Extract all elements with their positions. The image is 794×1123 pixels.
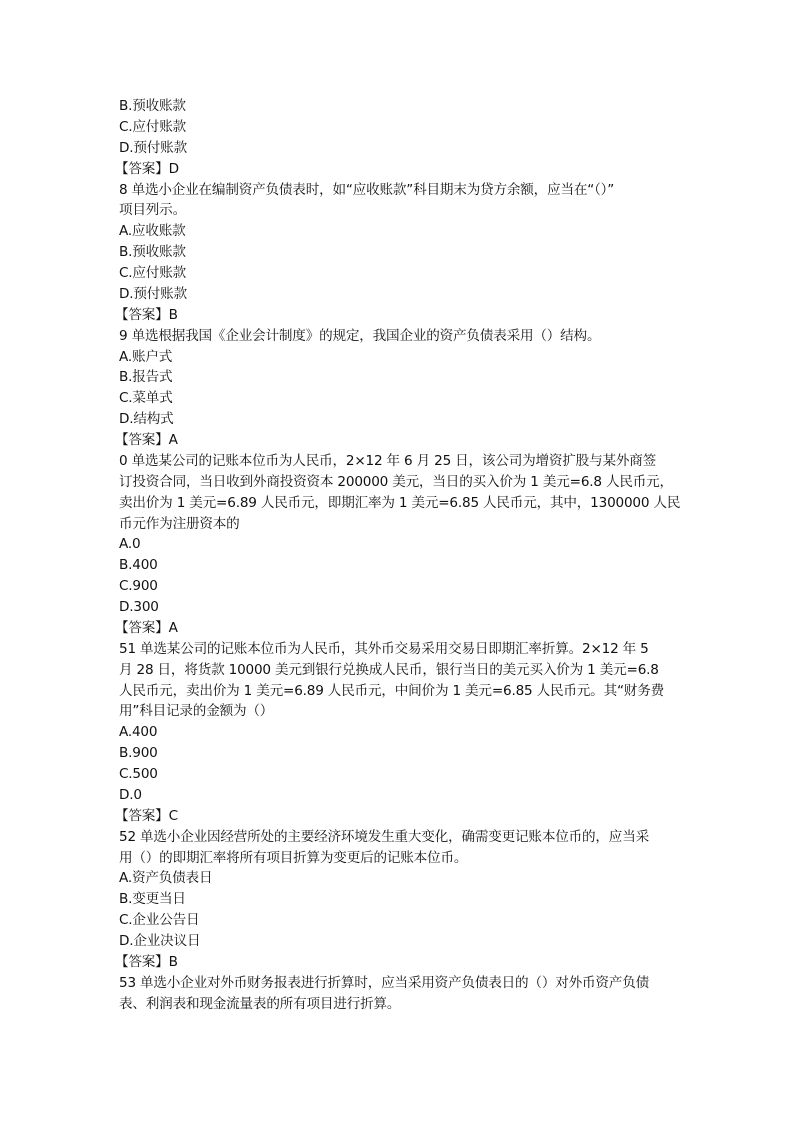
answer-option: D.企业决议日: [119, 933, 201, 949]
question-stem-line: 0 单选某公司的记账本位币为人民币，2×12 年 6 月 25 日，该公司为增资扩股与某外商签: [119, 452, 657, 469]
answer-option: D.预付账款: [119, 285, 187, 302]
answer-option: A.资产负债表日: [119, 870, 213, 887]
answer-option: A.应收账款: [119, 223, 186, 240]
answer-key: 【答案】B: [115, 306, 178, 323]
question-stem-line: 卖出价为 1 美元=6.89 人民币元，即期汇率为 1 美元=6.85 人民币元，其中，1300000 人民: [119, 494, 681, 511]
answer-option: D.0: [119, 786, 142, 803]
question-stem-line: 币元作为注册资本的: [119, 515, 240, 532]
answer-option: B.900: [119, 745, 158, 762]
question-stem-line: 8 单选小企业在编制资产负债表时，如“应收账款”科目期末为贷方余额，应当在“（）”: [119, 181, 615, 198]
document-page: [115, 96, 681, 1015]
answer-option: C.菜单式: [119, 390, 173, 407]
answer-option: D.预付账款: [119, 139, 187, 156]
answer-option: B.预收账款: [119, 98, 186, 114]
answer-option: B.变更当日: [119, 891, 186, 908]
question-stem-line: 表、利润表和现金流量表的所有项目进行折算。: [119, 995, 401, 1012]
question-stem-line: 用”科目记录的金额为（）: [119, 703, 274, 720]
question-stem-line: 项目列示。: [119, 202, 186, 219]
answer-key: 【答案】A: [115, 432, 178, 448]
answer-option: B.报告式: [119, 369, 173, 386]
question-stem-line: 52 单选小企业因经营所处的主要经济环境发生重大变化，确需变更记账本位币的，应当采: [119, 828, 649, 845]
question-stem-line: 用（）的即期汇率将所有项目折算为变更后的记账本位币。: [119, 849, 468, 866]
answer-option: A.账户式: [119, 348, 173, 365]
answer-option: B.预收账款: [119, 244, 186, 261]
question-stem-line: 人民币元，卖出价为 1 美元=6.89 人民币元，中间价为 1 美元=6.85 人民币元。其“财务费: [119, 682, 664, 699]
question-stem-line: 53 单选小企业对外币财务报表进行折算时，应当采用资产负债表日的（）对外币资产负债: [119, 974, 649, 991]
answer-option: C.应付账款: [119, 118, 186, 135]
answer-option: D.300: [119, 599, 159, 615]
answer-option: C.企业公告日: [119, 912, 200, 929]
answer-option: A.0: [119, 536, 141, 553]
answer-key: 【答案】A: [115, 619, 178, 636]
question-stem-line: 订投资合同，当日收到外商投资资本 200000 美元，当日的买入价为 1 美元=6.8 人民币元，: [119, 473, 673, 490]
question-stem-line: 月 28 日，将货款 10000 美元到银行兑换成人民币，银行当日的美元买入价为 1 美元=6.8: [119, 661, 659, 678]
answer-option: C.500: [119, 766, 158, 782]
question-stem-line: 51 单选某公司的记账本位币为人民币，其外币交易采用交易日即期汇率折算。2×12 年 5: [119, 640, 649, 657]
answer-option: B.400: [119, 557, 158, 574]
answer-key: 【答案】C: [115, 807, 178, 824]
answer-option: C.应付账款: [119, 265, 186, 281]
answer-option: C.900: [119, 578, 158, 595]
answer-option: D.结构式: [119, 411, 174, 428]
answer-key: 【答案】D: [115, 160, 179, 177]
answer-key: 【答案】B: [115, 953, 178, 970]
answer-option: A.400: [119, 724, 158, 741]
question-stem-line: 9 单选根据我国《企业会计制度》的规定，我国企业的资产负债表采用（）结构。: [119, 327, 601, 344]
